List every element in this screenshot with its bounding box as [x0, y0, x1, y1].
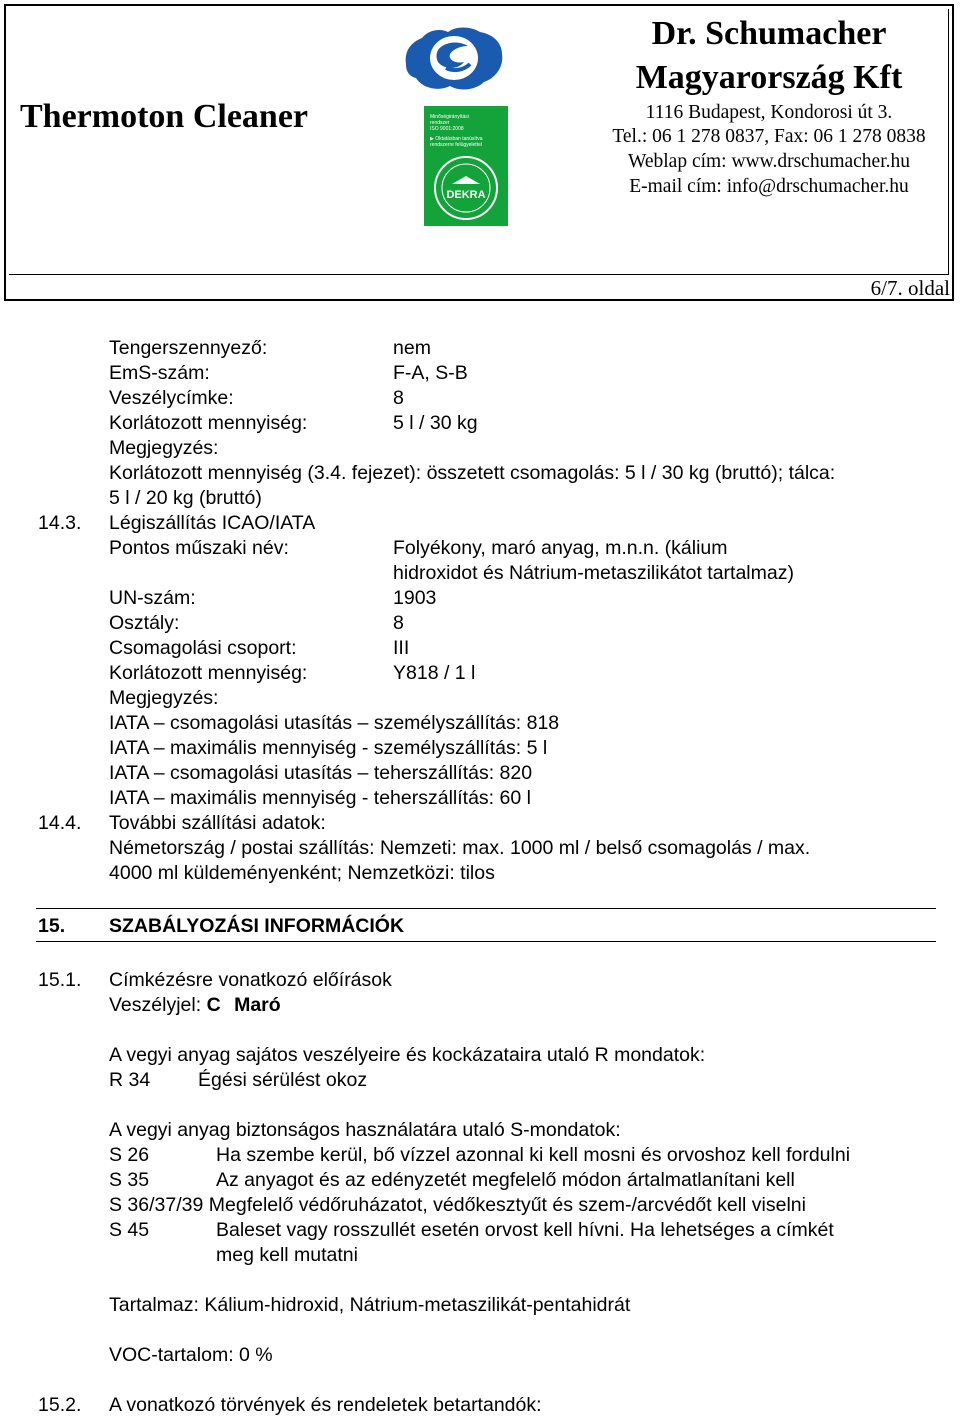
sea-pollutant-label: Tengerszennyező: [109, 337, 268, 359]
regulations-section-title: A vonatkozó törvények és rendeletek betartandók: [109, 1394, 542, 1416]
cert-line-4: ▶ Oktatásban tanúsítva [430, 136, 483, 142]
air-note-item: IATA – csomagolási utasítás – teherszállítás: 820 [109, 762, 533, 784]
air-un-value: 1903 [393, 587, 437, 609]
voc-value: 0 % [239, 1344, 273, 1366]
air-packing-group-value: III [393, 637, 410, 659]
cert-line-3: ISO 9001:2008 [430, 126, 464, 132]
air-class-value: 8 [393, 612, 404, 634]
s-phrase-code: S 36/37/39 [109, 1194, 204, 1216]
hazard-symbol-code: C [206, 994, 221, 1016]
section15-title: SZABÁLYOZÁSI INFORMÁCIÓK [109, 915, 405, 937]
r-phrases-heading: A vegyi anyag sajátos veszélyeire és kockázataira utaló R mondatok: [109, 1044, 706, 1066]
s-phrase-line [109, 1193, 806, 1218]
contains-value: Kálium-hidroxid, Nátrium-metaszilikát-pentahidrát [204, 1294, 631, 1316]
air-note-item: IATA – maximális mennyiség - személyszállítás: 5 l [109, 737, 548, 759]
company-logo-icon [398, 20, 508, 100]
s-phrases-heading: A vegyi anyag biztonságos használatára utaló S-mondatok: [109, 1119, 621, 1141]
product-title: Thermoton Cleaner [20, 98, 309, 135]
regulations-section-number: 15.2. [38, 1394, 82, 1416]
hazard-symbol-label: Veszélyjel: [109, 994, 202, 1016]
sea-note-line1: Korlátozott mennyiség (3.4. fejezet): összetett csomagolás: 5 l / 30 kg (bruttó); tálca: [109, 462, 836, 484]
sea-limited-value: 5 l / 30 kg [393, 412, 478, 434]
other-line2: 4000 ml küldeményenként; Nemzetközi: tilos [109, 862, 495, 884]
section15-bottom-rule [36, 941, 936, 942]
section15-top-rule [36, 908, 936, 909]
cert-line-1: Minőségirányítási [430, 114, 469, 120]
s-phrase-code: S 35 [109, 1169, 150, 1191]
sea-note-label: Megjegyzés: [109, 437, 219, 459]
page-number: 6/7. oldal [870, 276, 950, 300]
air-technical-name-line1: Folyékony, maró anyag, m.n.n. (kálium [393, 537, 728, 559]
s-phrase-code: S 45 [109, 1219, 150, 1241]
s-phrase-text: Baleset vagy rosszullét esetén orvost kell hívni. Ha lehetséges a címkét [216, 1219, 834, 1241]
voc-label: VOC-tartalom: [109, 1344, 234, 1366]
air-note-item: IATA – csomagolási utasítás – személyszállítás: 818 [109, 712, 560, 734]
company-website: Weblap cím: www.drschumacher.hu [628, 151, 910, 172]
air-section-number: 14.3. [38, 512, 82, 534]
sea-note-line2: 5 l / 20 kg (bruttó) [109, 487, 262, 509]
sea-ems-value: F-A, S-B [393, 362, 468, 384]
s-phrase-text: Megfelelő védőruházatot, védőkesztyűt és szem-/arcvédőt kell viselni [208, 1194, 806, 1216]
labeling-section-number: 15.1. [38, 969, 82, 991]
cert-line-2: rendszer [430, 120, 450, 126]
sea-hazard-label-value: 8 [393, 387, 404, 409]
air-section-title: Légiszállítás ICAO/IATA [109, 512, 316, 534]
sea-ems-label: EmS-szám: [109, 362, 210, 384]
labeling-section-title: Címkézésre vonatkozó előírások [109, 969, 392, 991]
company-email: E-mail cím: info@drschumacher.hu [629, 176, 909, 197]
other-section-number: 14.4. [38, 812, 82, 834]
contains-line [109, 1293, 630, 1318]
air-note-label: Megjegyzés: [109, 687, 219, 709]
air-class-label: Osztály: [109, 612, 180, 634]
company-name: Dr. Schumacher Magyarország Kft [635, 15, 903, 96]
voc-line [109, 1343, 273, 1368]
sea-pollutant-value: nem [393, 337, 431, 359]
section15-number: 15. [38, 915, 66, 937]
air-note-item: IATA – maximális mennyiség - teherszállítás: 60 l [109, 787, 531, 809]
hazard-symbol-line [109, 993, 281, 1018]
other-line1: Németország / postai szállítás: Nemzeti: max. 1000 ml / belső csomagolás / max. [109, 837, 811, 859]
contains-label: Tartalmaz: [109, 1294, 199, 1316]
air-limited-value: Y818 / 1 l [393, 662, 476, 684]
s-phrase-code: S 26 [109, 1144, 150, 1166]
cert-line-5: rendszerre felügyelettel [430, 142, 482, 148]
air-packing-group-label: Csomagolási csoport: [109, 637, 297, 659]
dekra-seal-icon [432, 154, 500, 222]
air-technical-name-line2: hidroxidot és Nátrium-metaszilikátot tartalmaz) [393, 562, 794, 584]
s-phrase-text: Az anyagot és az edényzetét megfelelő módon ártalmatlanítani kell [216, 1169, 795, 1191]
s-phrase-text-continued: meg kell mutatni [216, 1244, 358, 1266]
company-phone-fax: Tel.: 06 1 278 0837, Fax: 06 1 278 0838 [612, 126, 926, 147]
air-un-label: UN-szám: [109, 587, 196, 609]
hazard-symbol-name: Maró [234, 994, 281, 1016]
company-address: 1116 Budapest, Kondorosi út 3. [645, 102, 893, 123]
air-technical-name-label: Pontos műszaki név: [109, 537, 289, 559]
s-phrase-text: Ha szembe kerül, bő vízzel azonnal ki kell mosni és orvoshoz kell fordulni [216, 1144, 851, 1166]
sea-hazard-label-label: Veszélycímke: [109, 387, 234, 409]
air-limited-label: Korlátozott mennyiség: [109, 662, 308, 684]
dekra-brand-text: DEKRA [446, 189, 486, 201]
dekra-certificate-badge [424, 106, 508, 226]
r-phrase-code: R 34 [109, 1069, 151, 1091]
r-phrase-text: Égési sérülést okoz [198, 1069, 368, 1091]
other-section-title: További szállítási adatok: [109, 812, 326, 834]
sea-limited-label: Korlátozott mennyiség: [109, 412, 308, 434]
